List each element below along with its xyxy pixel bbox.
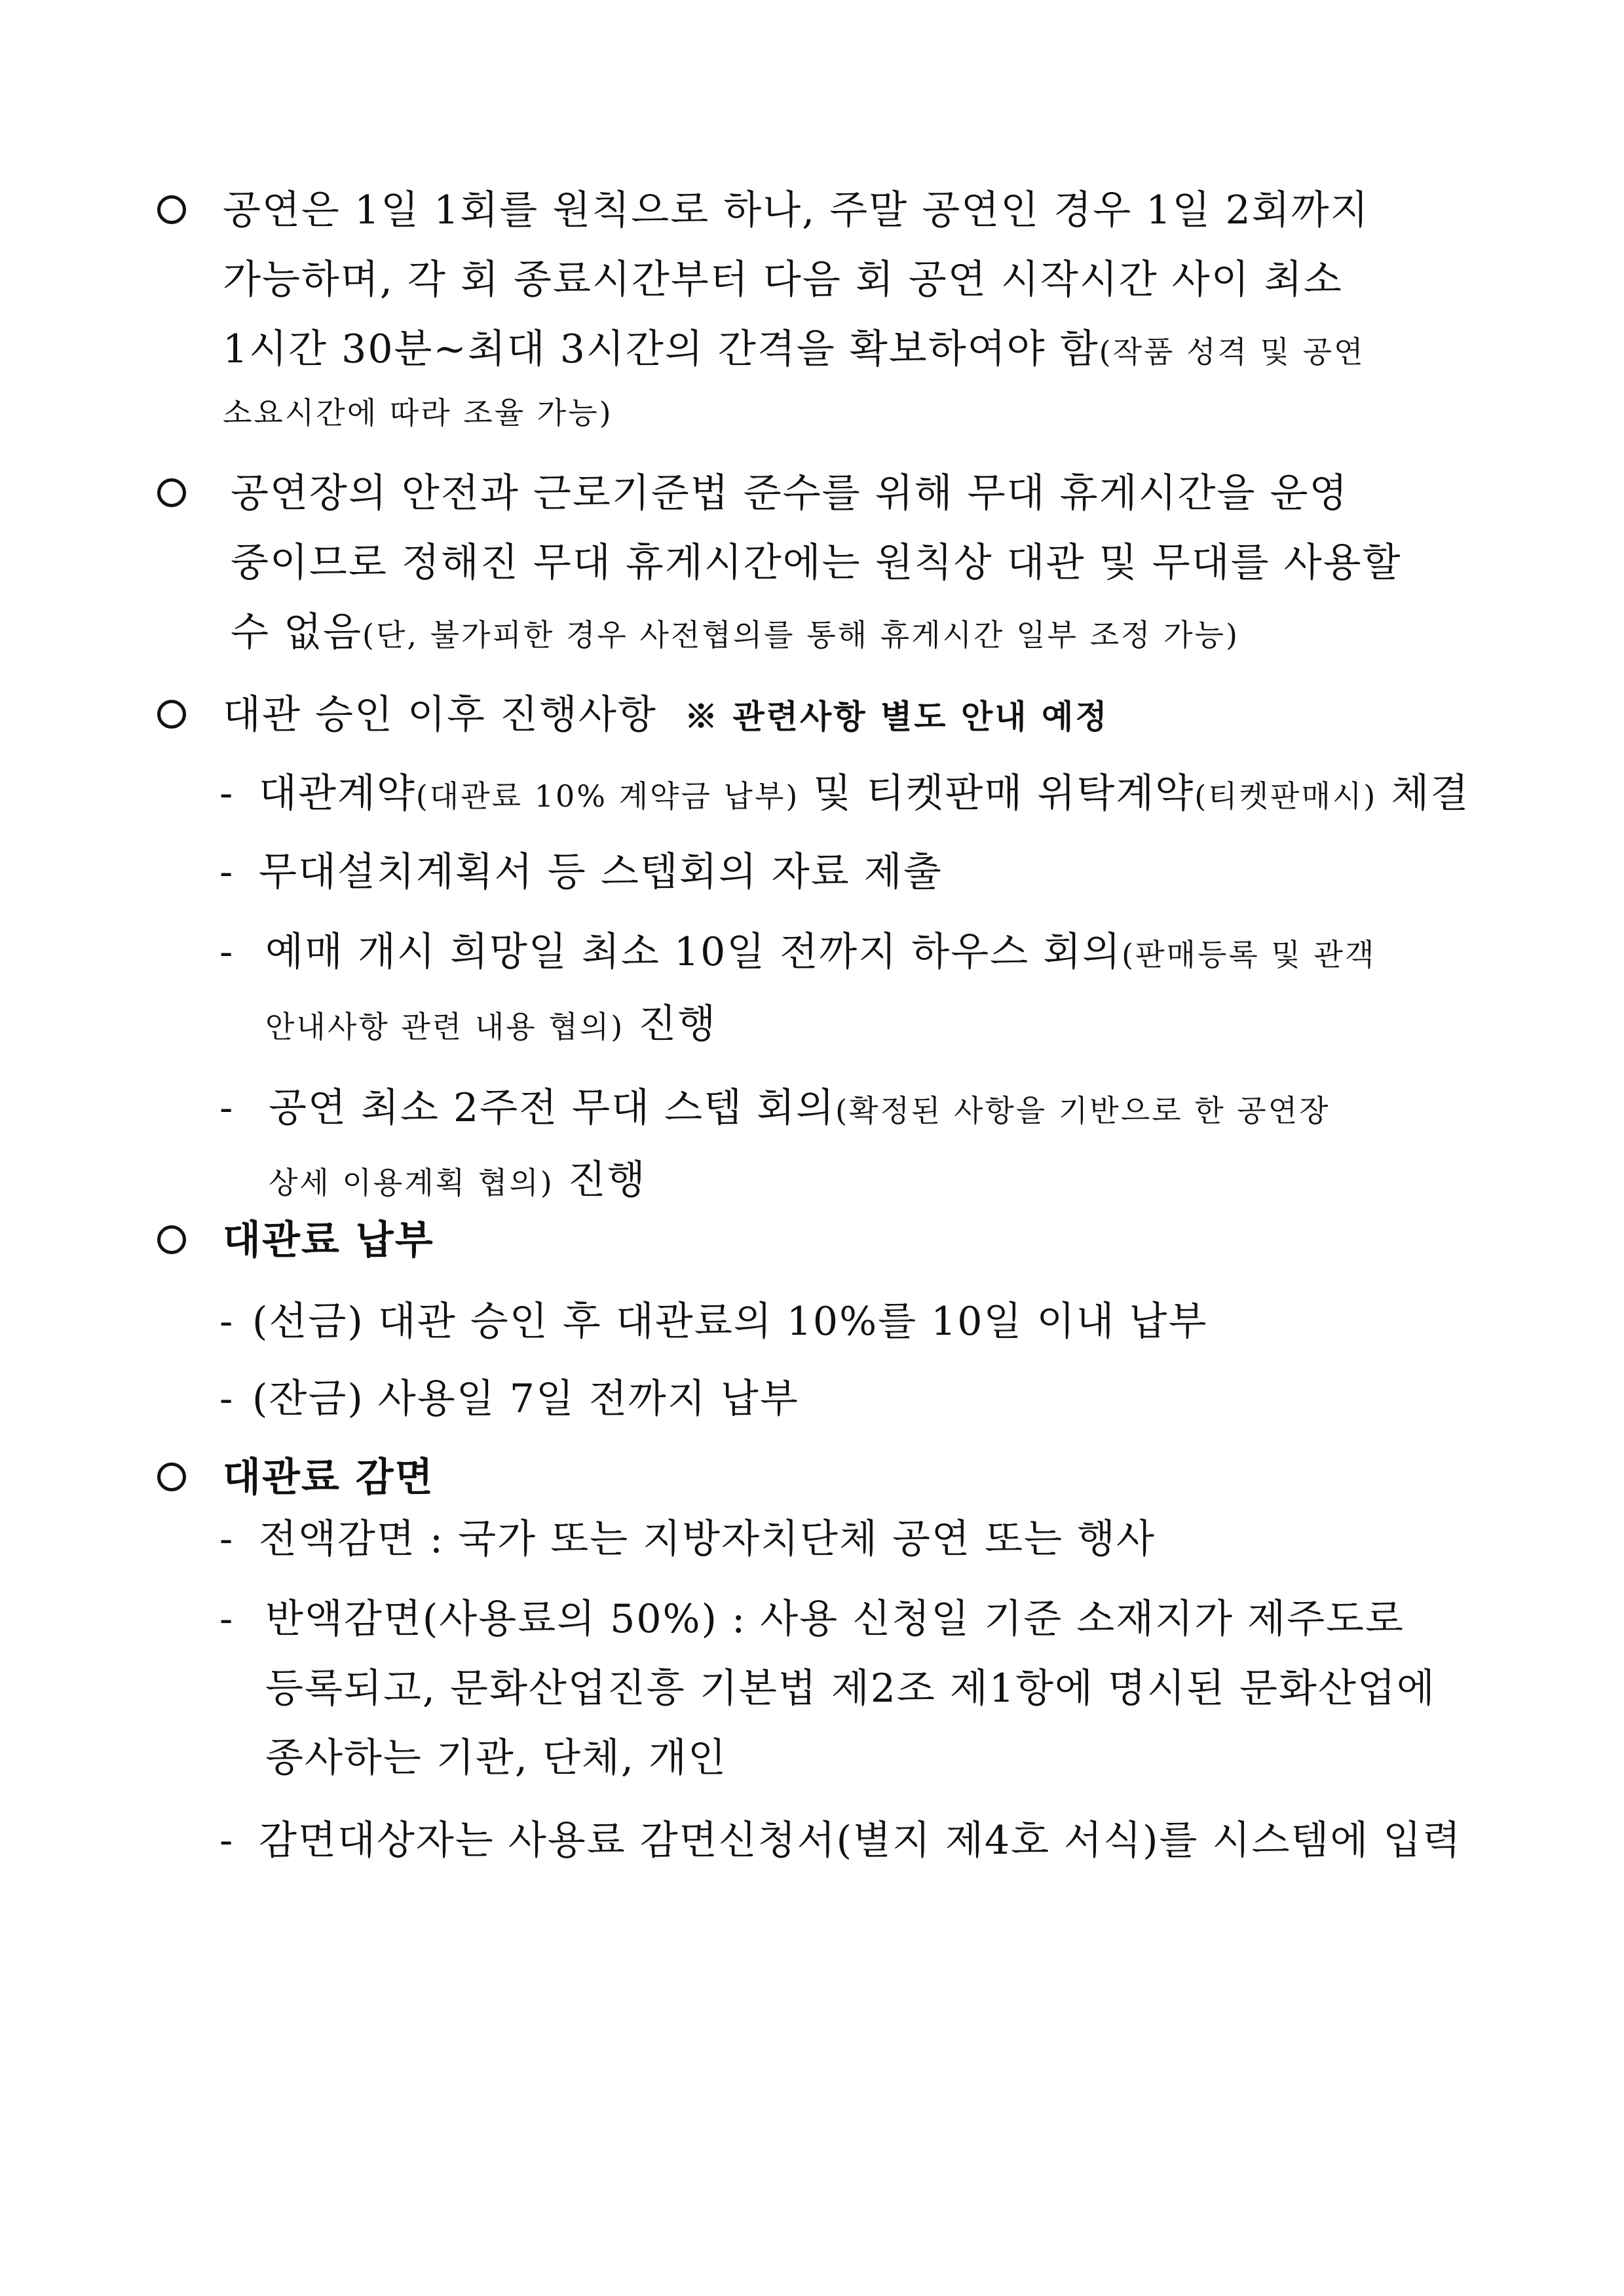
circle-bullet-icon: [157, 700, 186, 729]
dash-marker: -: [219, 1376, 233, 1422]
text-main: (잔금) 사용일 7일 전까지 납부: [252, 1376, 799, 1422]
text-line: 반액감면(사용료의 50%) : 사용 신청일 기준 소재지가 제주도로: [265, 1596, 1405, 1642]
text-main: (선금) 대관 승인 후 대관료의 10%를 10일 이내 납부: [252, 1299, 1208, 1345]
list-item: [269, 1073, 1494, 1217]
section-heading-fee-payment: 대관료 납부: [223, 1217, 434, 1263]
list-item: [259, 759, 1494, 831]
text-main: 진행: [554, 1157, 647, 1203]
list-item: [259, 837, 1494, 907]
text-line: 가능하며, 각 회 종료시간부터 다음 회 공연 시작시간 사이 최소: [223, 257, 1343, 303]
list-item: [265, 1584, 1494, 1793]
text-line: 등록되고, 문화산업진흥 기본법 제2조 제1항에 명시된 문화산업에: [265, 1666, 1436, 1712]
text-small: 안내사항 관련 내용 협의): [265, 1009, 625, 1044]
circle-bullet-icon: [157, 1225, 186, 1254]
text-small: 상세 이용계획 협의): [269, 1165, 554, 1200]
text-main: 무대설치계획서 등 스텝회의 자료 제출: [259, 849, 943, 895]
circle-bullet-icon: [157, 478, 186, 507]
text-small: (작품 성격 및 공연: [1099, 334, 1365, 370]
text-main: 진행: [624, 1001, 717, 1047]
list-item: [265, 917, 1494, 1062]
text-small: (단, 불가피한 경우 사전협의를 통해 휴게시간 일부 조정 가능): [362, 617, 1239, 653]
text-main: 공연 최소 2주전 무대 스텝 회의: [269, 1085, 836, 1131]
section-heading-fee-reduction: 대관료 감면: [223, 1455, 434, 1501]
text-line: [269, 1073, 1494, 1145]
text-line: [223, 315, 1494, 387]
list-item: [259, 1504, 1494, 1574]
text-small: (확정된 사항을 기반으로 한 공연장: [835, 1093, 1331, 1128]
list-item: [259, 1806, 1494, 1875]
paragraph-performance-schedule: [223, 176, 1494, 439]
text-line: [265, 989, 1494, 1062]
text-main: 예매 개시 희망일 최소 10일 전까지 하우스 회의: [265, 929, 1122, 975]
dash-marker: -: [219, 1596, 233, 1642]
dash-marker: -: [219, 929, 233, 975]
dash-marker: -: [219, 1085, 233, 1131]
section-heading-after-approval: [223, 680, 1494, 752]
paragraph-stage-break: [231, 459, 1494, 670]
text-main: 전액감면 : 국가 또는 지방자치단체 공연 또는 행사: [259, 1516, 1156, 1562]
text-line: 공연은 1일 1회를 원칙으로 하나, 주말 공연인 경우 1일 2회까지: [223, 187, 1370, 233]
list-item: [252, 1364, 1494, 1434]
text-small: (대관료 10% 계약금 납부): [415, 778, 800, 814]
dash-marker: -: [219, 1299, 233, 1345]
dash-marker: -: [219, 1818, 233, 1864]
text-main: 및 티켓판매 위탁계약: [799, 771, 1195, 816]
list-item: [252, 1287, 1494, 1356]
dash-marker: -: [219, 1516, 233, 1562]
text-small: (티켓판매시): [1194, 778, 1378, 814]
text-main: 체결: [1377, 771, 1470, 816]
text-line-small: 소요시간에 따라 조율 가능): [223, 395, 613, 430]
text-small: (판매등록 및 관객: [1122, 937, 1376, 972]
text-line: 공연장의 안전과 근로기준법 준수를 위해 무대 휴게시간을 운영: [231, 470, 1349, 516]
text-main: 1시간 30분~최대 3시간의 간격을 확보하여야 함: [223, 326, 1099, 372]
circle-bullet-icon: [157, 195, 186, 224]
text-main: 대관계약: [259, 771, 416, 816]
text-line: [265, 917, 1494, 989]
heading-title: 대관 승인 이후 진행사항: [223, 692, 657, 738]
text-line: 종사하는 기관, 단체, 개인: [265, 1735, 727, 1781]
heading-note: ※ 관련사항 별도 안내 예정: [684, 697, 1109, 736]
dash-marker: -: [219, 771, 233, 816]
dash-marker: -: [219, 849, 233, 895]
text-line: [231, 598, 1494, 670]
text-main: 수 없음: [231, 609, 362, 655]
circle-bullet-icon: [157, 1463, 186, 1491]
text-line: 중이므로 정해진 무대 휴게시간에는 원칙상 대관 및 무대를 사용할: [231, 540, 1402, 586]
text-main: 감면대상자는 사용료 감면신청서(별지 제4호 서식)를 시스템에 입력: [259, 1818, 1462, 1864]
